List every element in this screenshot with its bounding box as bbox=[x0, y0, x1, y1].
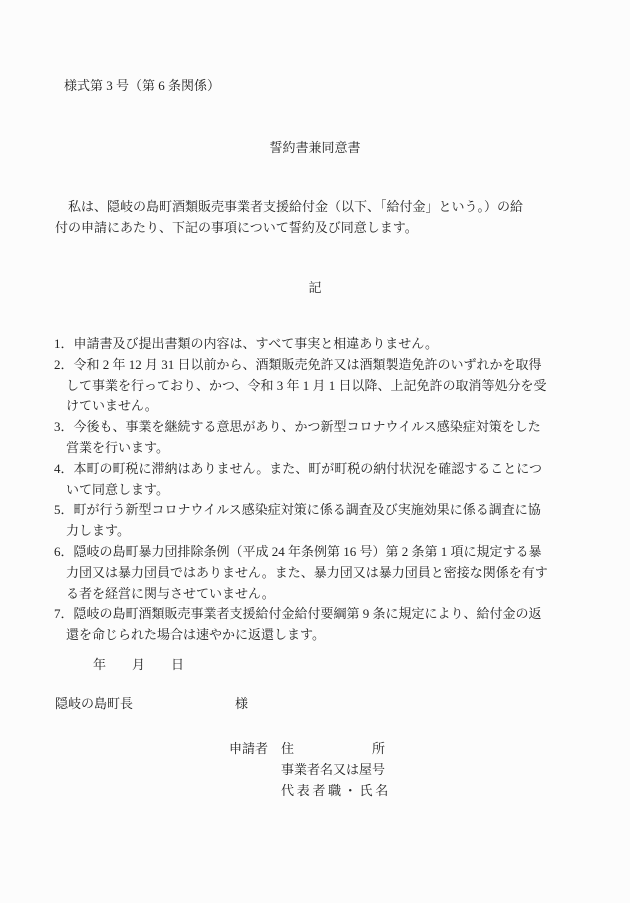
pledge-item-4-line: 4．本町の町税に滞納はありません。また、町が町税の納付状況を確認することにつ bbox=[54, 460, 543, 476]
pledge-item-2-line: けていません。 bbox=[66, 398, 158, 414]
form-number: 様式第 3 号（第 6 条関係） bbox=[64, 78, 221, 93]
applicant-address-field: 住 所 bbox=[281, 741, 386, 756]
pledge-item-5-line: 5．町が行う新型コロナウイルス感染症対策に係る調査及び実施効果に係る調査に協 bbox=[54, 502, 541, 518]
applicant-block bbox=[229, 738, 391, 801]
intro-line: 私は、隠岐の島町酒類販売事業者支援給付金（以下、「給付金」という。）の給 bbox=[55, 199, 524, 214]
pledge-item-1-line: 1．申請書及び提出書類の内容は、すべて事実と相違ありません。 bbox=[54, 336, 439, 351]
pledge-item-7-line: 還を命じられた場合は速やかに返還します。 bbox=[66, 627, 325, 643]
intro-line: 付の申請にあたり、下記の事項について誓約及び同意します。 bbox=[55, 220, 418, 235]
pledge-item-3-line: 3．今後も、事業を継続する意思があり、かつ新型コロナウイルス感染症対策をした bbox=[54, 419, 541, 435]
pledge-item-6-line: る者を経営に関与させていません。 bbox=[66, 585, 275, 601]
pledge-item-2-line: して事業を行っており、かつ、令和 3 年 1 月 1 日以降、上記免許の取消等処分を受 bbox=[66, 377, 547, 393]
pledge-item-4-line: いて同意します。 bbox=[66, 481, 169, 497]
addressee-honorific: 様 bbox=[235, 696, 249, 711]
addressee-name: 隠岐の島町長 bbox=[55, 696, 134, 711]
applicant-business-name-field: 事業者名又は屋号 bbox=[281, 762, 386, 777]
applicant-label: 申請者 bbox=[229, 741, 269, 756]
section-marker-ki: 記 bbox=[308, 280, 322, 295]
pledge-items-list bbox=[54, 334, 548, 646]
addressee-line bbox=[55, 693, 248, 714]
applicant-representative-field: 代表者職・氏名 bbox=[281, 783, 391, 798]
intro-paragraph bbox=[55, 196, 523, 238]
pledge-item-2-line: 2．令和 2 年 12 月 31 日以前から、酒類販売免許又は酒類製造免許のいずれかを取得 bbox=[54, 356, 542, 372]
pledge-item-5-line: 力します。 bbox=[66, 523, 130, 539]
pledge-item-3-line: 営業を行います。 bbox=[66, 439, 169, 455]
pledge-item-6-line: 力団又は暴力団員ではありません。また、暴力団又は暴力団員と密接な関係を有す bbox=[66, 564, 548, 580]
pledge-item-6-line: 6．隠岐の島町暴力団排除条例（平成 24 年条例第 16 号）第 2 条第 1 項に規定する暴 bbox=[54, 543, 542, 559]
document-title: 誓約書兼同意書 bbox=[269, 140, 361, 155]
date-line: 年 月 日 bbox=[93, 657, 185, 672]
pledge-item-7-line: 7．隠岐の島町酒類販売事業者支援給付金給付要綱第 9 条に規定により、給付金の返 bbox=[54, 606, 542, 622]
